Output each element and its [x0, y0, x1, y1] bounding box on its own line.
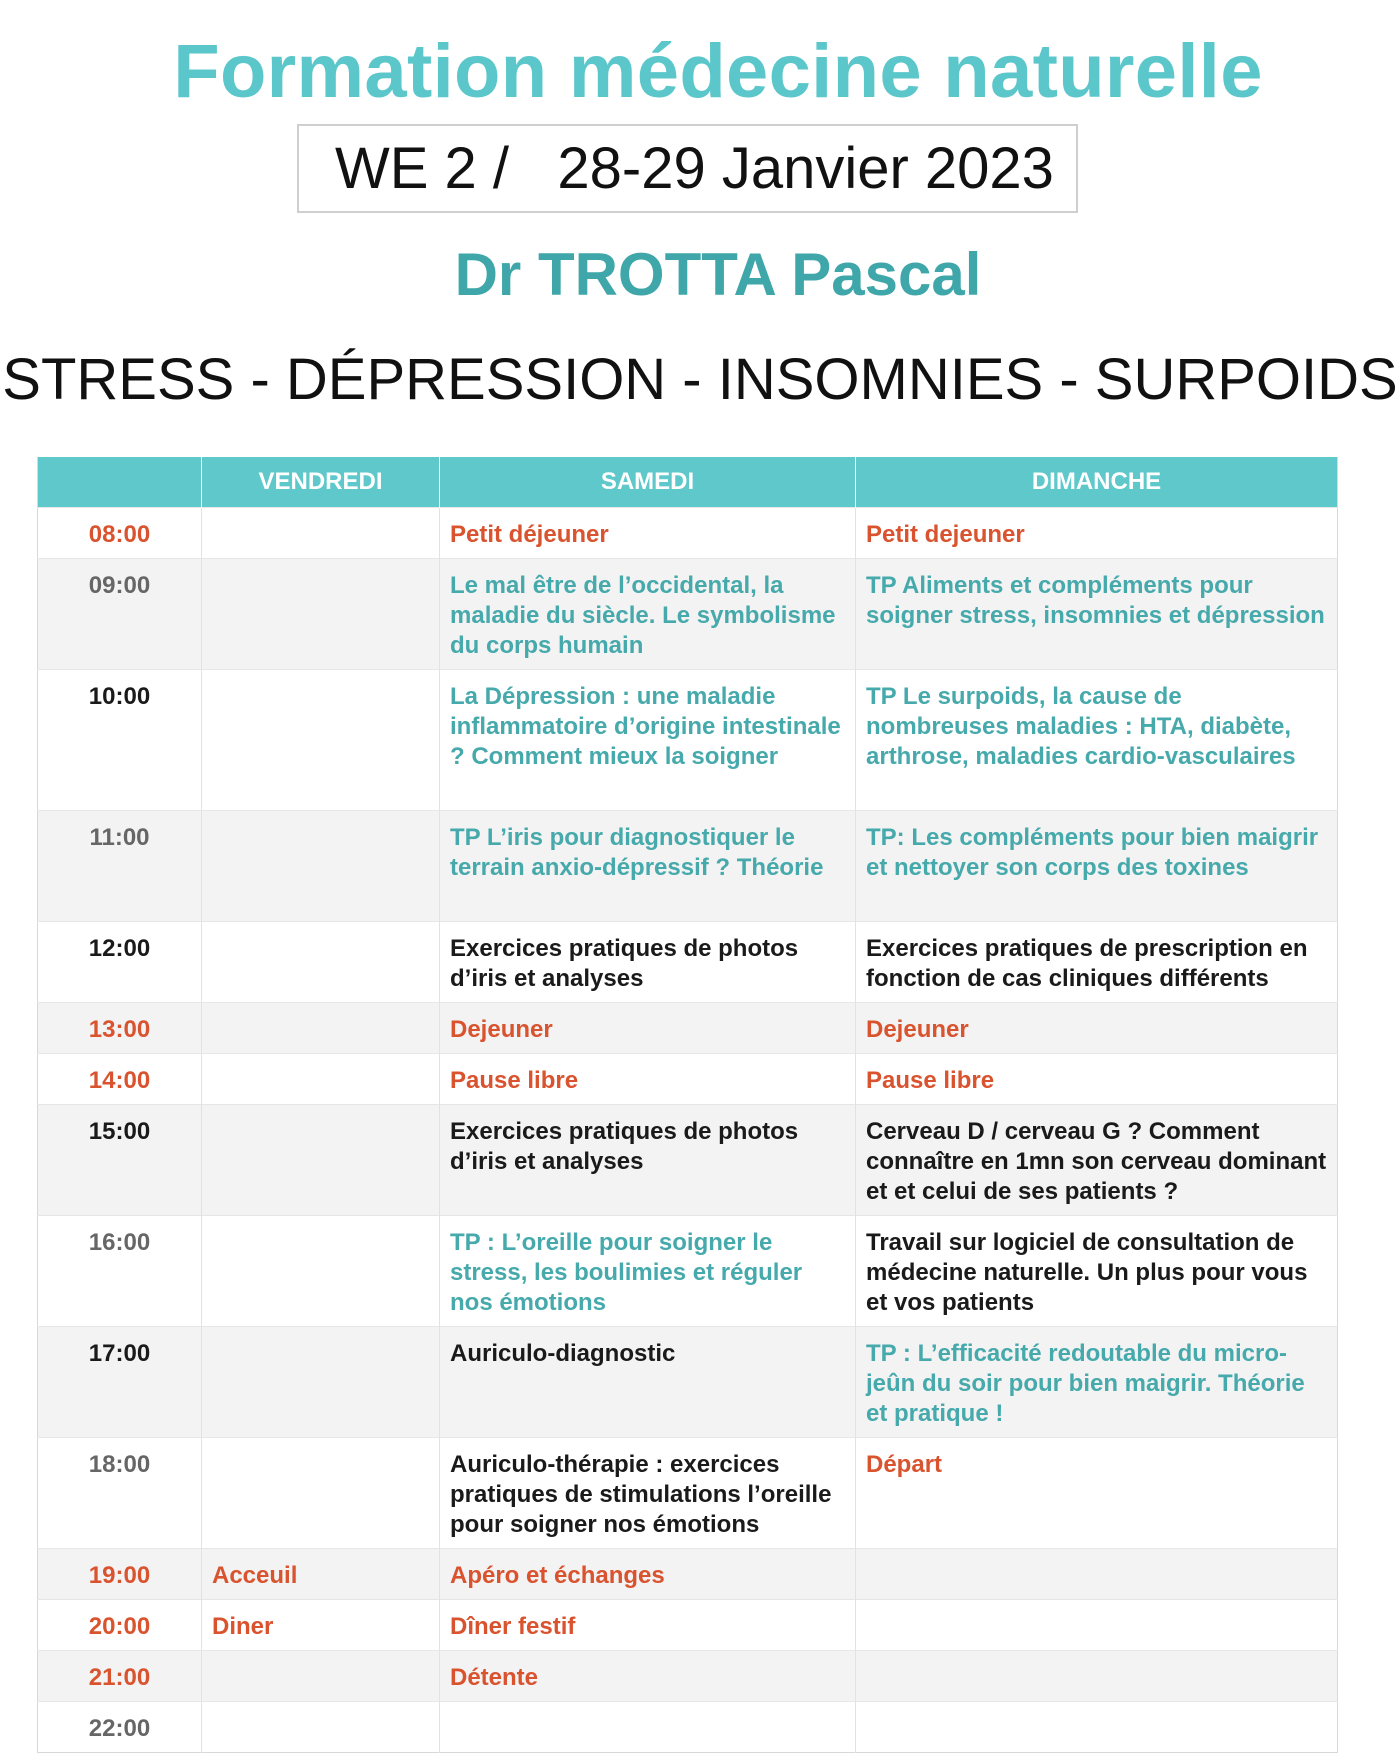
- cell-vendredi: Acceuil: [202, 1549, 440, 1600]
- cell-samedi: Détente: [440, 1651, 856, 1702]
- cell-samedi: Apéro et échanges: [440, 1549, 856, 1600]
- cell-vendredi: [202, 1003, 440, 1054]
- cell-samedi: Dîner festif: [440, 1600, 856, 1651]
- header-vendredi: VENDREDI: [202, 457, 440, 508]
- cell-dimanche: Travail sur logiciel de consultation de médecine naturelle. Un plus pour vous et vos patients: [856, 1216, 1338, 1327]
- time-cell: 19:00: [38, 1549, 202, 1600]
- cell-vendredi: [202, 508, 440, 559]
- cell-vendredi: [202, 559, 440, 670]
- cell-vendredi: [202, 670, 440, 811]
- time-cell: 22:00: [38, 1702, 202, 1753]
- cell-dimanche: TP Aliments et compléments pour soigner stress, insomnies et dépression: [856, 559, 1338, 670]
- schedule-row: [38, 922, 1338, 1003]
- schedule-body: [38, 508, 1338, 1753]
- schedule-row: [38, 1105, 1338, 1216]
- doctor-name: Dr TROTTA Pascal: [454, 241, 982, 308]
- schedule-row: [38, 1003, 1338, 1054]
- cell-vendredi: [202, 922, 440, 1003]
- time-cell: 12:00: [38, 922, 202, 1003]
- cell-samedi: [440, 1702, 856, 1753]
- cell-vendredi: [202, 1702, 440, 1753]
- cell-dimanche: [856, 1600, 1338, 1651]
- cell-vendredi: [202, 1105, 440, 1216]
- time-cell: 14:00: [38, 1054, 202, 1105]
- cell-vendredi: [202, 1438, 440, 1549]
- cell-dimanche: Petit dejeuner: [856, 508, 1338, 559]
- cell-dimanche: TP: Les compléments pour bien maigrir et nettoyer son corps des toxines: [856, 811, 1338, 922]
- time-cell: 16:00: [38, 1216, 202, 1327]
- cell-samedi: Petit déjeuner: [440, 508, 856, 559]
- cell-samedi: La Dépression : une maladie inflammatoire d’origine intestinale ? Comment mieux la soigner: [440, 670, 856, 811]
- topics-heading: STRESS - DÉPRESSION - INSOMNIES - SURPOIDS: [2, 347, 1398, 412]
- schedule-row: [38, 1600, 1338, 1651]
- time-cell: 20:00: [38, 1600, 202, 1651]
- time-cell: 21:00: [38, 1651, 202, 1702]
- time-cell: 09:00: [38, 559, 202, 670]
- time-cell: 13:00: [38, 1003, 202, 1054]
- cell-dimanche: Cerveau D / cerveau G ? Comment connaître en 1mn son cerveau dominant et et celui de ses patients ?: [856, 1105, 1338, 1216]
- cell-samedi: TP L’iris pour diagnostiquer le terrain anxio-dépressif ? Théorie: [440, 811, 856, 922]
- header-dimanche: DIMANCHE: [856, 457, 1338, 508]
- cell-samedi: Auriculo-thérapie : exercices pratiques de stimulations l’oreille pour soigner nos émotions: [440, 1438, 856, 1549]
- cell-vendredi: [202, 1054, 440, 1105]
- time-cell: 11:00: [38, 811, 202, 922]
- time-cell: 08:00: [38, 508, 202, 559]
- page-title: Formation médecine naturelle: [173, 29, 1263, 114]
- schedule-row: [38, 1438, 1338, 1549]
- cell-samedi: Exercices pratiques de photos d’iris et analyses: [440, 922, 856, 1003]
- cell-vendredi: [202, 1216, 440, 1327]
- schedule-row: [38, 811, 1338, 922]
- date-box: [297, 124, 1078, 213]
- schedule-row: [38, 1216, 1338, 1327]
- cell-dimanche: Dejeuner: [856, 1003, 1338, 1054]
- schedule-header-row: [38, 457, 1338, 508]
- date-line: WE 2 / 28-29 Janvier 2023: [335, 136, 1054, 201]
- cell-samedi: Dejeuner: [440, 1003, 856, 1054]
- cell-vendredi: [202, 811, 440, 922]
- schedule-row: [38, 559, 1338, 670]
- cell-dimanche: Exercices pratiques de prescription en fonction de cas cliniques différents: [856, 922, 1338, 1003]
- cell-dimanche: [856, 1651, 1338, 1702]
- schedule-row: [38, 670, 1338, 811]
- header-samedi: SAMEDI: [440, 457, 856, 508]
- cell-vendredi: [202, 1327, 440, 1438]
- cell-samedi: TP : L’oreille pour soigner le stress, les boulimies et réguler nos émotions: [440, 1216, 856, 1327]
- cell-vendredi: Diner: [202, 1600, 440, 1651]
- schedule-row: [38, 508, 1338, 559]
- cell-samedi: Exercices pratiques de photos d’iris et analyses: [440, 1105, 856, 1216]
- time-cell: 18:00: [38, 1438, 202, 1549]
- cell-dimanche: TP Le surpoids, la cause de nombreuses maladies : HTA, diabète, arthrose, maladies cardio-vasculaires: [856, 670, 1338, 811]
- cell-dimanche: Pause libre: [856, 1054, 1338, 1105]
- schedule-row: [38, 1054, 1338, 1105]
- cell-samedi: Pause libre: [440, 1054, 856, 1105]
- cell-dimanche: [856, 1702, 1338, 1753]
- time-cell: 17:00: [38, 1327, 202, 1438]
- cell-dimanche: Départ: [856, 1438, 1338, 1549]
- time-cell: 15:00: [38, 1105, 202, 1216]
- schedule-table: [37, 457, 1338, 1753]
- cell-dimanche: [856, 1549, 1338, 1600]
- cell-vendredi: [202, 1651, 440, 1702]
- schedule-row: [38, 1549, 1338, 1600]
- header-time: [38, 457, 202, 508]
- schedule-row: [38, 1327, 1338, 1438]
- schedule-row: [38, 1702, 1338, 1753]
- cell-samedi: Auriculo-diagnostic: [440, 1327, 856, 1438]
- cell-dimanche: TP : L’efficacité redoutable du micro-jeûn du soir pour bien maigrir. Théorie et pratique !: [856, 1327, 1338, 1438]
- time-cell: 10:00: [38, 670, 202, 811]
- schedule-row: [38, 1651, 1338, 1702]
- cell-samedi: Le mal être de l’occidental, la maladie du siècle. Le symbolisme du corps humain: [440, 559, 856, 670]
